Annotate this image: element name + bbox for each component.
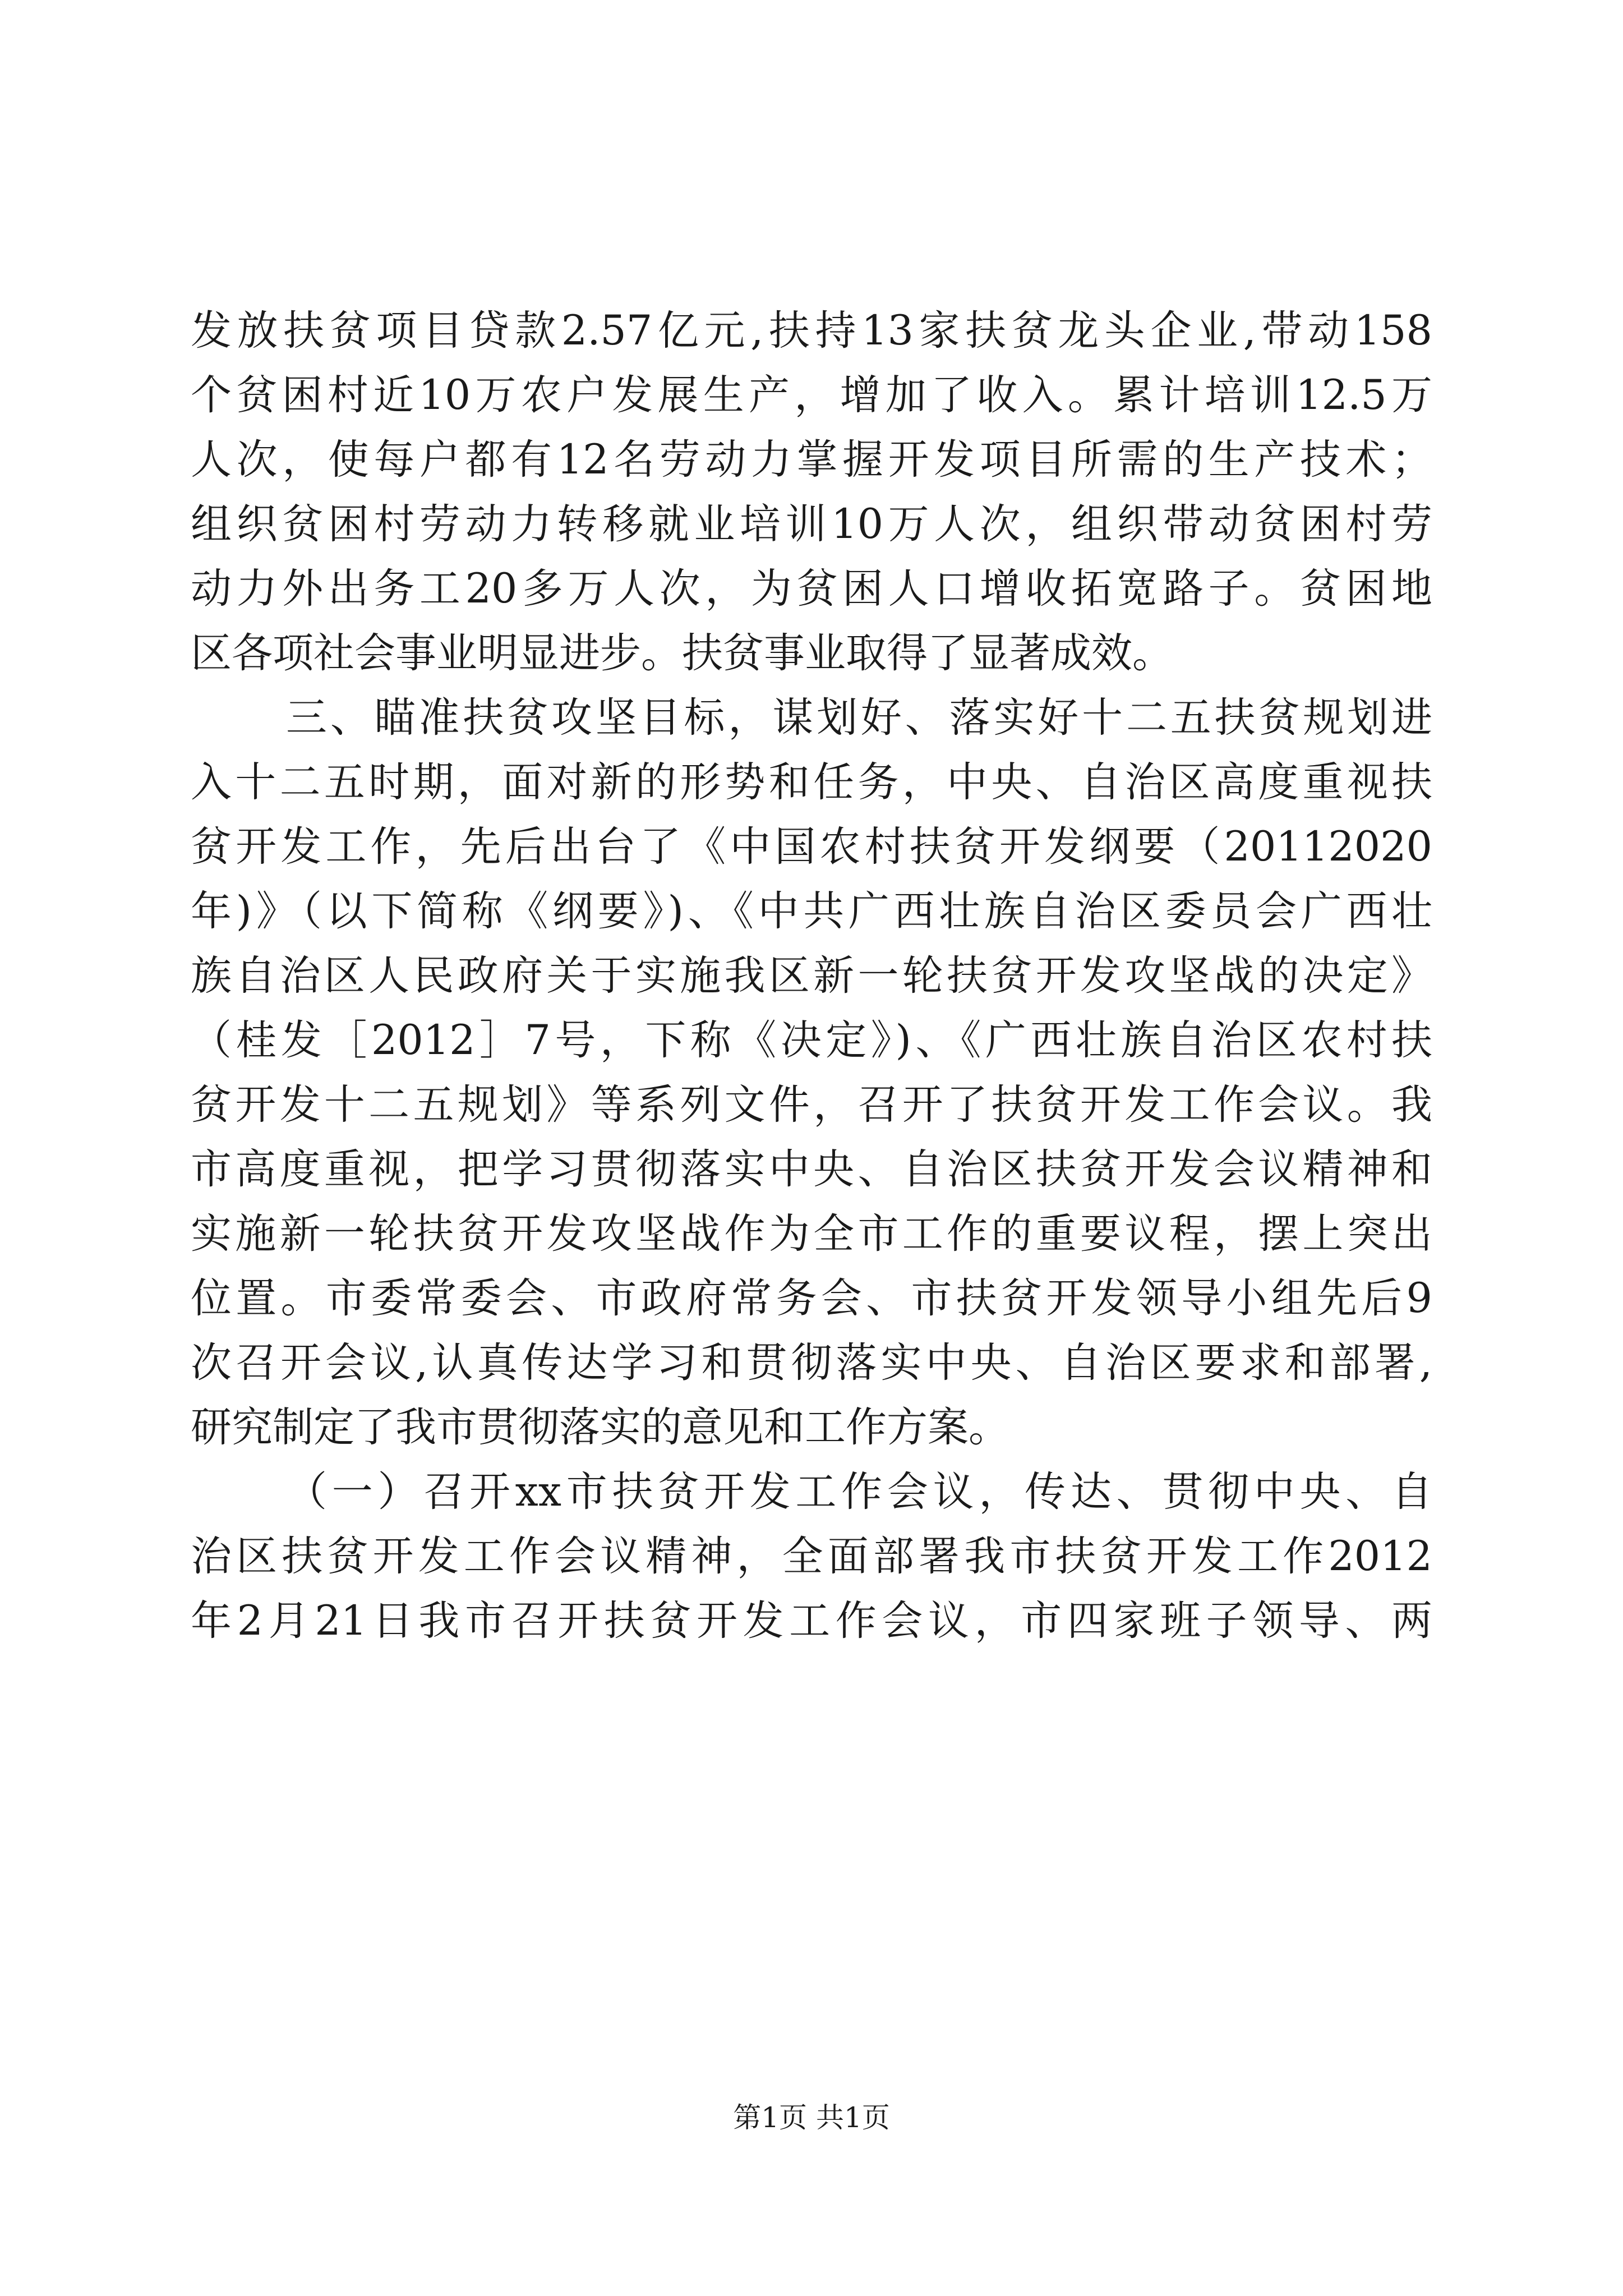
text-line: 区各项社会事业明显进步。扶贫事业取得了显著成效。 [191,629,1173,677]
text-line: 贫开发工作，先后出台了《中国农村扶贫开发纲要（20112020 [191,823,1432,871]
text-line: 贫开发十二五规划》等系列文件，召开了扶贫开发工作会议。我 [191,1081,1432,1129]
text-line: 年)》（以下简称《纲要》)、《中共广西壮族自治区委员会广西壮 [191,887,1432,935]
text-line: 入十二五时期，面对新的形势和任务，中央、自治区高度重视扶 [191,758,1432,806]
subsection-heading-line: （一）召开xx市扶贫开发工作会议，传达、贯彻中央、自 [286,1468,1432,1516]
section-heading-line: 三、瞄准扶贫攻坚目标，谋划好、落实好十二五扶贫规划进 [286,694,1432,742]
text-line: 人次，使每户都有12名劳动力掌握开发项目所需的生产技术； [191,436,1432,484]
text-line: 研究制定了我市贯彻落实的意见和工作方案。 [191,1404,1009,1451]
text-line: 实施新一轮扶贫开发攻坚战作为全市工作的重要议程，摆上突出 [191,1210,1432,1258]
text-line: 组织贫困村劳动力转移就业培训10万人次，组织带动贫困村劳 [191,500,1432,548]
text-line: 族自治区人民政府关于实施我区新一轮扶贫开发攻坚战的决定》 [191,952,1432,1000]
text-line: （桂发［2012］7号，下称《决定》)、《广西壮族自治区农村扶 [191,1016,1432,1064]
text-line: 动力外出务工20多万人次，为贫困人口增收拓宽路子。贫困地 [191,565,1432,613]
text-line: 位置。市委常委会、市政府常务会、市扶贫开发领导小组先后9 [191,1274,1432,1322]
text-line: 发放扶贫项目贷款2.57亿元,扶持13家扶贫龙头企业,带动158 [191,307,1432,355]
text-line: 次召开会议,认真传达学习和贯彻落实中央、自治区要求和部署, [191,1339,1432,1387]
text-line: 治区扶贫开发工作会议精神，全面部署我市扶贫开发工作2012 [191,1533,1432,1580]
page-footer: 第1页 共1页 [733,2101,890,2134]
text-line: 年2月21日我市召开扶贫开发工作会议，市四家班子领导、两 [191,1597,1432,1645]
text-line: 个贫困村近10万农户发展生产，增加了收入。累计培训12.5万 [191,371,1432,419]
text-line: 市高度重视，把学习贯彻落实中央、自治区扶贫开发会议精神和 [191,1145,1432,1193]
